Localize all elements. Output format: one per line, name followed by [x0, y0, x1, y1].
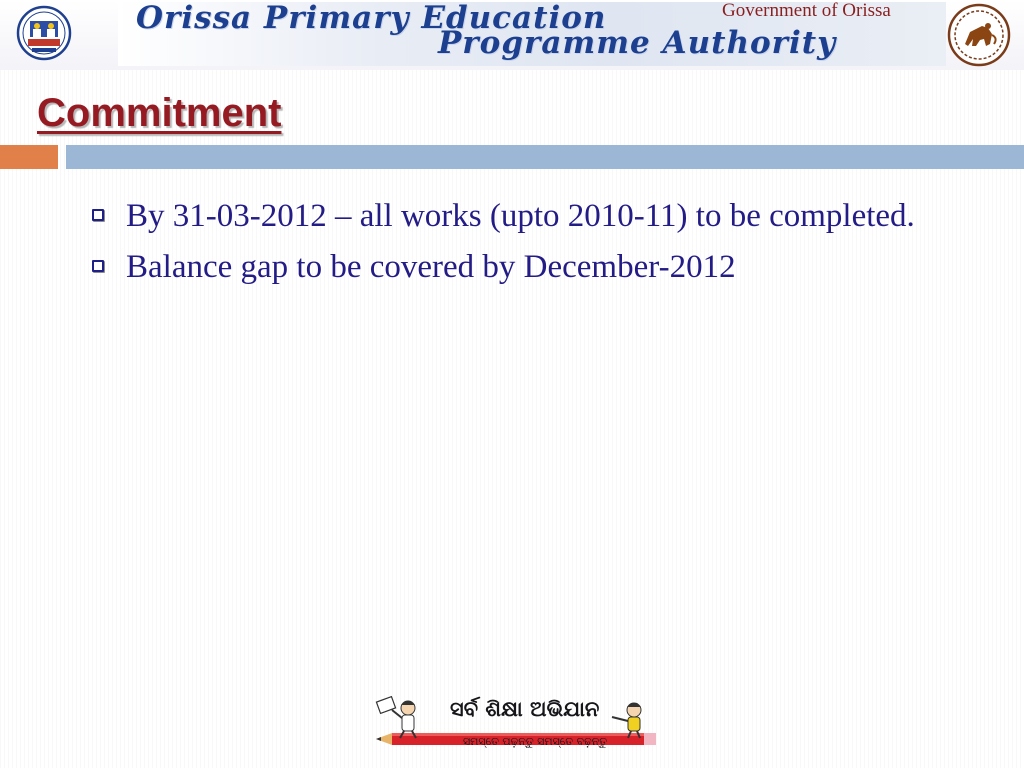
- org-name-line-2: Programme Authority: [438, 25, 837, 61]
- square-bullet-icon: [92, 209, 104, 221]
- ssa-motto: ସମସ୍ତେ ପଢ଼ନ୍ତୁ ସମସ୍ତେ ବଢ଼ନ୍ତୁ: [463, 735, 608, 748]
- square-bullet-icon: [92, 260, 104, 272]
- title-rule-accent: [0, 145, 58, 169]
- bullet-item: [88, 246, 938, 289]
- title-rule: [66, 145, 1024, 169]
- child-reading-icon: [376, 697, 416, 738]
- bullet-text: Balance gap to be covered by December-2012: [126, 249, 736, 285]
- slide-title: Commitment: [37, 91, 282, 135]
- header-banner: [0, 0, 1024, 70]
- org-name-line-1: Orissa Primary Education: [136, 0, 607, 36]
- ssa-title: ସର୍ବ ଶିକ୍ଷା ଅଭିଯାନ: [450, 697, 600, 721]
- bullet-list: [88, 195, 938, 289]
- bullet-text: By 31-03-2012 – all works (upto 2010-11) to be completed.: [126, 198, 915, 234]
- child-pointing-icon: [612, 703, 641, 738]
- odisha-state-seal-icon: [946, 2, 1012, 68]
- opepa-emblem-icon: [16, 5, 72, 61]
- government-label: Government of Orissa: [722, 0, 891, 21]
- bullet-item: [88, 195, 938, 238]
